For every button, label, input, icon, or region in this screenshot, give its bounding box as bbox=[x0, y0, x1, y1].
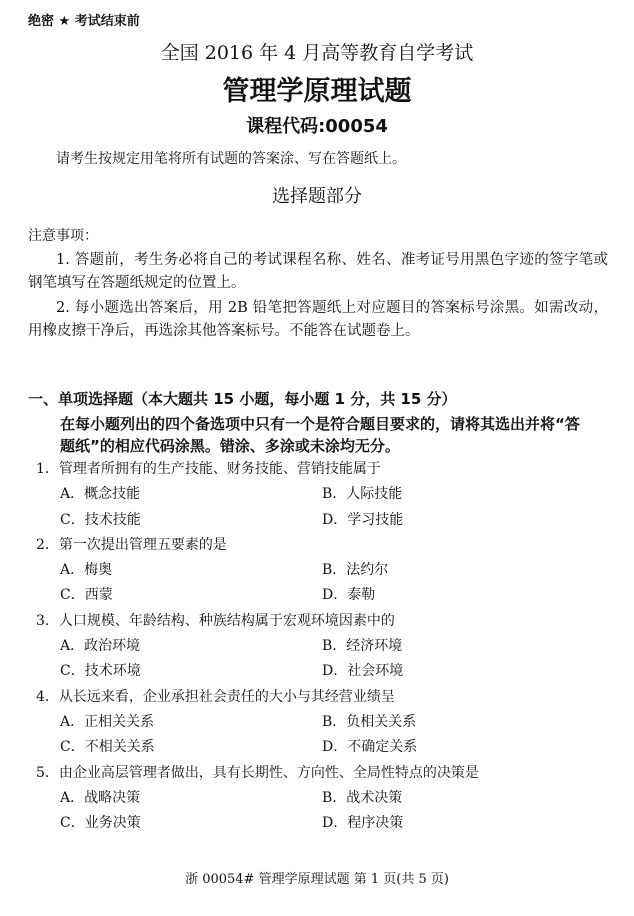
question-list bbox=[36, 457, 616, 836]
question bbox=[36, 533, 616, 609]
option-row bbox=[36, 508, 616, 533]
option-a: A．战略决策 bbox=[60, 789, 141, 806]
option-row bbox=[36, 811, 616, 836]
option-row bbox=[36, 710, 616, 735]
question bbox=[36, 609, 616, 685]
note-item: 1. 答题前，考生务必将自己的考试课程名称、姓名、准考证号用黑色字迹的签字笔或钢笔填写在答题纸规定的位置上。 bbox=[28, 252, 608, 291]
option-c: C．不相关关系 bbox=[60, 739, 155, 756]
question-stem: 1．管理者所拥有的生产技能、财务技能、营销技能属于 bbox=[36, 461, 381, 477]
section-heading: 一、单项选择题（本大题共 15 小题，每小题 1 分，共 15 分） bbox=[28, 390, 457, 408]
option-row bbox=[36, 583, 616, 608]
page-footer: 浙 00054# 管理学原理试题 第 1 页(共 5 页) bbox=[185, 872, 449, 887]
option-row bbox=[36, 659, 616, 684]
option-d: D．泰勒 bbox=[322, 587, 376, 604]
question-stem: 2．第一次提出管理五要素的是 bbox=[36, 536, 227, 553]
notes-heading: 注意事项： bbox=[28, 228, 98, 244]
option-row bbox=[36, 482, 616, 507]
question-stem: 5．由企业高层管理者做出，具有长期性、方向性、全局性特点的决策是 bbox=[36, 764, 479, 781]
option-b: B．战术决策 bbox=[322, 789, 403, 806]
option-d: D．不确定关系 bbox=[322, 739, 418, 756]
option-c: C．技术环境 bbox=[60, 663, 141, 680]
option-row bbox=[36, 558, 616, 583]
option-a: A．正相关关系 bbox=[60, 713, 155, 730]
option-b: B．人际技能 bbox=[322, 486, 403, 503]
question bbox=[36, 761, 616, 837]
paper-title: 管理学原理试题 bbox=[222, 76, 412, 107]
option-c: C．技术技能 bbox=[60, 511, 141, 528]
answer-instruction: 请考生按规定用笔将所有试题的答案涂、写在答题纸上。 bbox=[56, 151, 406, 167]
secrecy-label: 绝密 ★ 考试结束前 bbox=[28, 14, 140, 29]
option-a: A．政治环境 bbox=[60, 638, 141, 655]
option-row bbox=[36, 634, 616, 659]
option-d: D．社会环境 bbox=[322, 663, 404, 680]
option-d: D．学习技能 bbox=[322, 511, 404, 528]
section-instructions: 在每小题列出的四个备选项中只有一个是符合题目要求的，请将其选出并将“答题纸”的相应代码涂黑。错涂、多涂或未涂均无分。 bbox=[60, 415, 580, 455]
option-d: D．程序决策 bbox=[322, 815, 404, 832]
option-row bbox=[36, 735, 616, 760]
option-a: A．概念技能 bbox=[60, 486, 141, 503]
question-stem: 4．从长远来看，企业承担社会责任的大小与其经营业绩呈 bbox=[36, 688, 395, 705]
option-c: C．西蒙 bbox=[60, 587, 113, 604]
question-stem: 3．人口规模、年龄结构、种族结构属于宏观环境因素中的 bbox=[36, 612, 395, 629]
option-b: B．负相关关系 bbox=[322, 713, 417, 730]
option-c: C．业务决策 bbox=[60, 815, 141, 832]
option-a: A．梅奥 bbox=[60, 562, 113, 579]
question bbox=[36, 685, 616, 761]
question bbox=[36, 457, 616, 533]
option-b: B．经济环境 bbox=[322, 638, 403, 655]
option-row bbox=[36, 786, 616, 811]
course-code: 课程代码:00054 bbox=[246, 116, 388, 137]
part-title: 选择题部分 bbox=[272, 186, 362, 207]
option-b: B．法约尔 bbox=[322, 562, 389, 579]
exam-title: 全国 2016 年 4 月高等教育自学考试 bbox=[160, 42, 474, 64]
note-item: 2. 每小题选出答案后，用 2B 铅笔把答题纸上对应题目的答案标号涂黑。如需改动，用橡皮擦干净后，再选涂其他答案标号。不能答在试题卷上。 bbox=[28, 300, 608, 339]
